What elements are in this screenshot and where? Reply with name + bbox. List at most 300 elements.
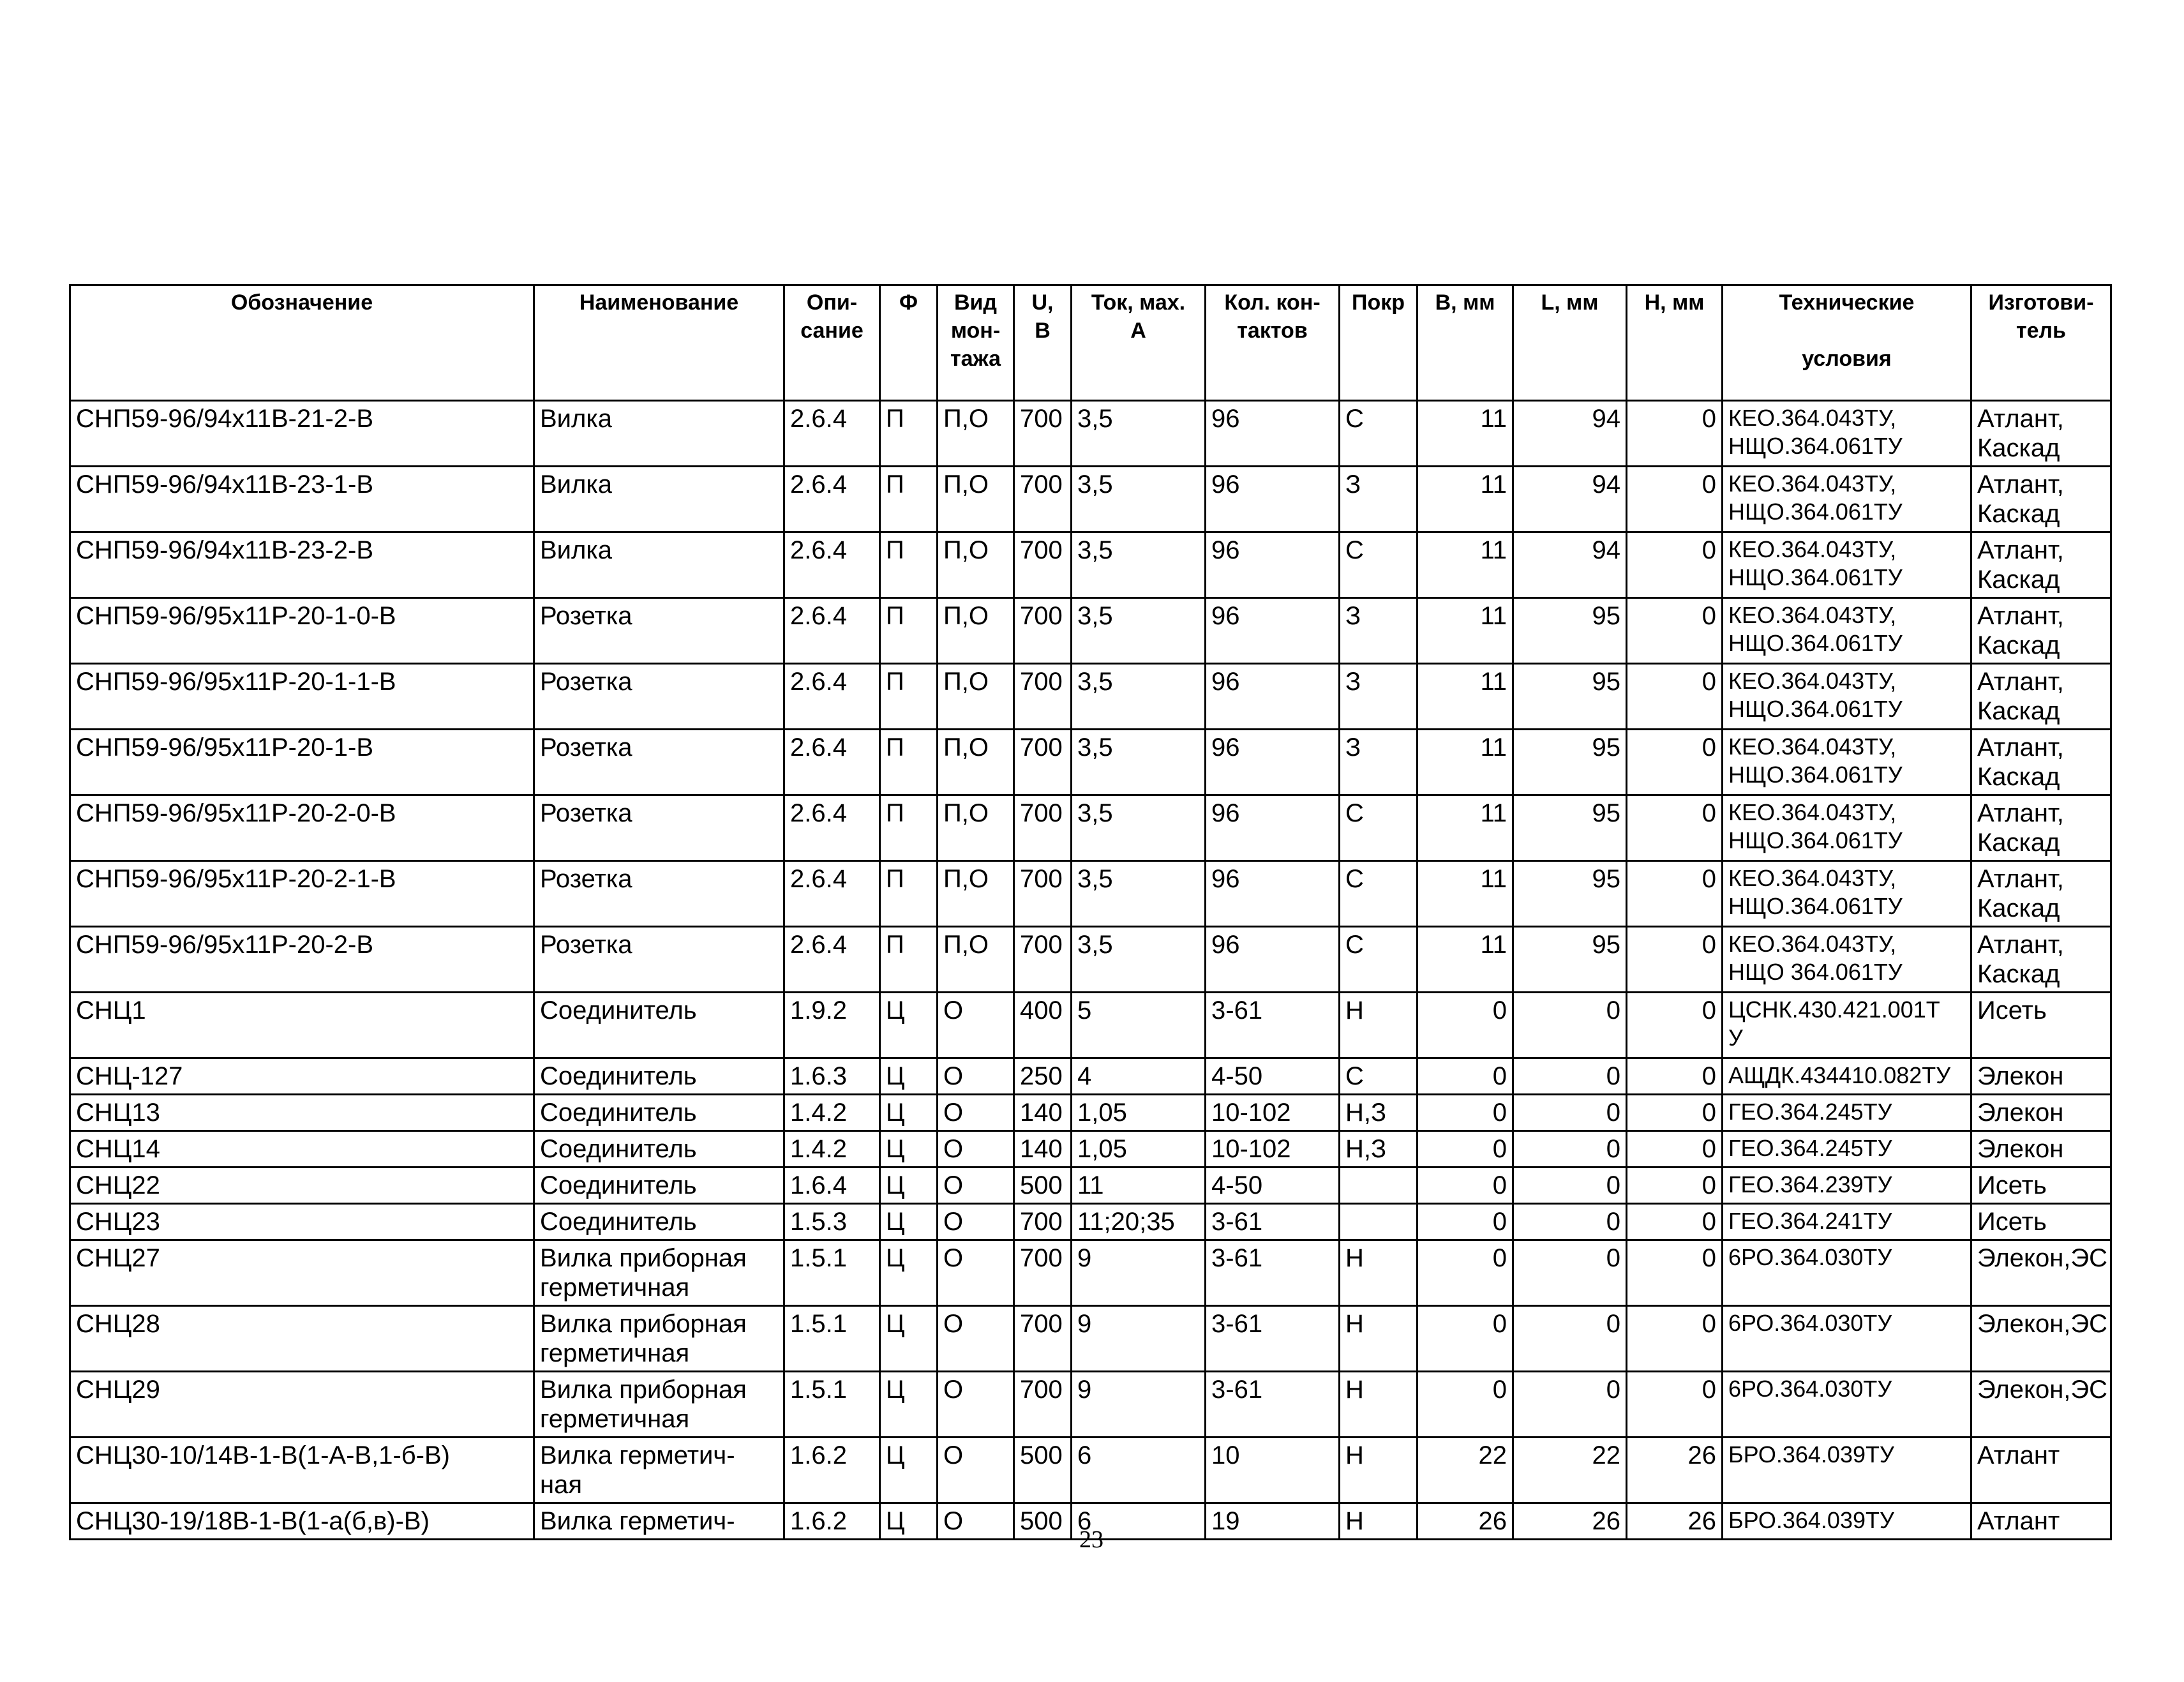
col-coating-cell: Н,З — [1340, 1131, 1417, 1168]
col-description-cell: 2.6.4 — [784, 795, 880, 861]
col-designation-cell: СНЦ14 — [70, 1131, 534, 1168]
col-designation-cell: СНЦ29 — [70, 1372, 534, 1438]
col-coating-cell: С — [1340, 532, 1417, 598]
col-l-mm-cell: 94 — [1513, 401, 1627, 467]
col-manufacturer-cell: Атлант, Каскад — [1971, 730, 2111, 795]
col-contacts-cell: 96 — [1206, 795, 1340, 861]
col-description-cell: 1.5.1 — [784, 1306, 880, 1372]
col-form-cell: Ц — [880, 1204, 938, 1240]
col-contacts-cell: 3-61 — [1206, 1372, 1340, 1438]
table-row — [70, 1438, 2111, 1503]
col-current-cell: 5 — [1072, 993, 1206, 1058]
col-contacts-cell: 3-61 — [1206, 1240, 1340, 1306]
col-contacts-cell: 19 — [1206, 1503, 1340, 1540]
col-l-mm-cell: 0 — [1513, 1240, 1627, 1306]
col-coating-cell: С — [1340, 795, 1417, 861]
col-mounting-cell: О — [938, 1131, 1014, 1168]
col-coating-cell: З — [1340, 730, 1417, 795]
col-coating-cell: С — [1340, 861, 1417, 927]
col-l-mm-cell: 95 — [1513, 861, 1627, 927]
col-voltage-cell: 700 — [1014, 1306, 1072, 1372]
col-description-cell: 2.6.4 — [784, 401, 880, 467]
col-current-cell: 3,5 — [1072, 598, 1206, 664]
col-h-mm-cell: 0 — [1627, 861, 1723, 927]
col-current-cell: 3,5 — [1072, 401, 1206, 467]
col-tech-conditions-cell: КЕО.364.043ТУ, НЩО.364.061ТУ — [1723, 664, 1971, 730]
col-h-mm-cell: 0 — [1627, 467, 1723, 532]
col-l-mm-header: L, мм — [1513, 285, 1627, 401]
col-designation-cell: СНП59-96/94х11В-21-2-В — [70, 401, 534, 467]
table-row — [70, 1131, 2111, 1168]
col-b-mm-cell: 0 — [1417, 1168, 1513, 1204]
col-manufacturer-cell: Атлант, Каскад — [1971, 467, 2111, 532]
col-form-cell: Ц — [880, 1503, 938, 1540]
col-l-mm-cell: 0 — [1513, 1372, 1627, 1438]
col-designation-cell: СНЦ30-10/14В-1-В(1-А-В,1-б-В) — [70, 1438, 534, 1503]
col-voltage-cell: 700 — [1014, 532, 1072, 598]
col-current-cell: 3,5 — [1072, 467, 1206, 532]
col-mounting-cell: О — [938, 1058, 1014, 1095]
col-tech-conditions-cell: КЕО.364.043ТУ, НЩО.364.061ТУ — [1723, 730, 1971, 795]
col-l-mm-cell: 94 — [1513, 532, 1627, 598]
col-designation-cell: СНЦ22 — [70, 1168, 534, 1204]
col-h-mm-cell: 0 — [1627, 1095, 1723, 1131]
col-mounting-cell: О — [938, 993, 1014, 1058]
col-l-mm-cell: 26 — [1513, 1503, 1627, 1540]
col-h-mm-cell: 0 — [1627, 598, 1723, 664]
col-h-mm-cell: 0 — [1627, 1204, 1723, 1240]
col-mounting-cell: О — [938, 1372, 1014, 1438]
col-contacts-cell: 96 — [1206, 467, 1340, 532]
col-current-header: Ток, мах. А — [1072, 285, 1206, 401]
col-mounting-cell: П,О — [938, 795, 1014, 861]
col-b-mm-cell: 11 — [1417, 730, 1513, 795]
col-b-mm-cell: 0 — [1417, 993, 1513, 1058]
col-name-cell: Вилка приборная герметичная — [534, 1306, 784, 1372]
col-mounting-cell: О — [938, 1095, 1014, 1131]
col-b-mm-cell: 11 — [1417, 532, 1513, 598]
col-mounting-cell: П,О — [938, 401, 1014, 467]
col-tech-conditions-cell: КЕО.364.043ТУ, НЩО.364.061ТУ — [1723, 861, 1971, 927]
col-current-cell: 1,05 — [1072, 1095, 1206, 1131]
col-l-mm-cell: 95 — [1513, 730, 1627, 795]
col-form-cell: П — [880, 401, 938, 467]
col-coating-cell: З — [1340, 467, 1417, 532]
col-tech-conditions-cell: БРО.364.039ТУ — [1723, 1438, 1971, 1503]
table-row — [70, 1058, 2111, 1095]
col-b-mm-cell: 11 — [1417, 598, 1513, 664]
col-manufacturer-cell: Элекон — [1971, 1131, 2111, 1168]
col-contacts-cell: 3-61 — [1206, 1306, 1340, 1372]
col-manufacturer-cell: Исеть — [1971, 1168, 2111, 1204]
col-voltage-header: U, В — [1014, 285, 1072, 401]
col-h-mm-cell: 0 — [1627, 993, 1723, 1058]
col-mounting-cell: О — [938, 1438, 1014, 1503]
col-coating-cell: З — [1340, 664, 1417, 730]
col-name-cell: Розетка — [534, 664, 784, 730]
table-row — [70, 1372, 2111, 1438]
col-b-mm-cell: 11 — [1417, 664, 1513, 730]
col-designation-cell: СНЦ28 — [70, 1306, 534, 1372]
col-b-mm-cell: 11 — [1417, 401, 1513, 467]
col-current-cell: 3,5 — [1072, 532, 1206, 598]
table-row — [70, 1095, 2111, 1131]
col-contacts-cell: 4-50 — [1206, 1058, 1340, 1095]
col-mounting-cell: П,О — [938, 730, 1014, 795]
col-manufacturer-cell: Атлант, Каскад — [1971, 532, 2111, 598]
col-coating-cell: Н — [1340, 1372, 1417, 1438]
table-row — [70, 1204, 2111, 1240]
col-coating-cell: Н,З — [1340, 1095, 1417, 1131]
col-mounting-cell: О — [938, 1240, 1014, 1306]
col-name-cell: Розетка — [534, 730, 784, 795]
col-name-cell: Соединитель — [534, 993, 784, 1058]
col-voltage-cell: 700 — [1014, 730, 1072, 795]
col-description-cell: 2.6.4 — [784, 861, 880, 927]
col-contacts-header: Кол. кон- тактов — [1206, 285, 1340, 401]
col-tech-conditions-cell: КЕО.364.043ТУ, НЩО.364.061ТУ — [1723, 795, 1971, 861]
col-contacts-cell: 96 — [1206, 401, 1340, 467]
col-tech-conditions-cell: КЕО.364.043ТУ, НЩО.364.061ТУ — [1723, 532, 1971, 598]
col-b-mm-cell: 11 — [1417, 861, 1513, 927]
col-mounting-cell: О — [938, 1168, 1014, 1204]
col-tech-conditions-cell: АЩДК.434410.082ТУ — [1723, 1058, 1971, 1095]
col-voltage-cell: 700 — [1014, 861, 1072, 927]
col-b-mm-cell: 11 — [1417, 467, 1513, 532]
table-row — [70, 664, 2111, 730]
col-contacts-cell: 10 — [1206, 1438, 1340, 1503]
col-coating-cell — [1340, 1168, 1417, 1204]
col-name-cell: Соединитель — [534, 1168, 784, 1204]
col-l-mm-cell: 95 — [1513, 598, 1627, 664]
col-form-cell: Ц — [880, 1058, 938, 1095]
col-current-cell: 11 — [1072, 1168, 1206, 1204]
col-l-mm-cell: 95 — [1513, 664, 1627, 730]
col-description-cell: 1.5.1 — [784, 1240, 880, 1306]
col-l-mm-cell: 0 — [1513, 1058, 1627, 1095]
col-tech-conditions-cell: КЕО.364.043ТУ, НЩО.364.061ТУ — [1723, 598, 1971, 664]
col-designation-cell: СНЦ13 — [70, 1095, 534, 1131]
page-number: 23 — [1079, 1526, 1103, 1553]
col-name-cell: Соединитель — [534, 1204, 784, 1240]
col-current-cell: 3,5 — [1072, 795, 1206, 861]
col-manufacturer-cell: Атлант, Каскад — [1971, 927, 2111, 993]
col-coating-cell: Н — [1340, 993, 1417, 1058]
col-current-cell: 3,5 — [1072, 730, 1206, 795]
table-row — [70, 467, 2111, 532]
col-name-header: Наименование — [534, 285, 784, 401]
col-name-cell: Соединитель — [534, 1095, 784, 1131]
col-description-cell: 2.6.4 — [784, 664, 880, 730]
col-coating-cell: С — [1340, 401, 1417, 467]
col-designation-cell: СНП59-96/95х11Р-20-1-В — [70, 730, 534, 795]
col-tech-conditions-header: Технические условия — [1723, 285, 1971, 401]
col-form-cell: П — [880, 927, 938, 993]
table-row — [70, 730, 2111, 795]
col-name-cell: Розетка — [534, 795, 784, 861]
col-current-cell: 9 — [1072, 1240, 1206, 1306]
col-manufacturer-cell: Атлант, Каскад — [1971, 401, 2111, 467]
col-current-cell: 3,5 — [1072, 664, 1206, 730]
col-l-mm-cell: 95 — [1513, 795, 1627, 861]
col-b-mm-cell: 0 — [1417, 1095, 1513, 1131]
table-row — [70, 401, 2111, 467]
col-description-cell: 2.6.4 — [784, 927, 880, 993]
col-designation-cell: СНП59-96/94х11В-23-2-В — [70, 532, 534, 598]
col-contacts-cell: 10-102 — [1206, 1131, 1340, 1168]
col-description-cell: 1.4.2 — [784, 1131, 880, 1168]
col-name-cell: Вилка приборная герметичная — [534, 1240, 784, 1306]
col-h-mm-header: Н, мм — [1627, 285, 1723, 401]
col-name-cell: Соединитель — [534, 1058, 784, 1095]
col-form-cell: Ц — [880, 1372, 938, 1438]
col-l-mm-cell: 0 — [1513, 993, 1627, 1058]
col-h-mm-cell: 0 — [1627, 1058, 1723, 1095]
col-b-mm-cell: 0 — [1417, 1306, 1513, 1372]
col-h-mm-cell: 0 — [1627, 730, 1723, 795]
col-coating-header: Покр — [1340, 285, 1417, 401]
col-current-cell: 4 — [1072, 1058, 1206, 1095]
col-name-cell: Вилка приборная герметичная — [534, 1372, 784, 1438]
col-manufacturer-cell: Элекон — [1971, 1095, 2111, 1131]
col-designation-cell: СНП59-96/95х11Р-20-1-0-В — [70, 598, 534, 664]
col-voltage-cell: 250 — [1014, 1058, 1072, 1095]
col-form-cell: П — [880, 532, 938, 598]
col-contacts-cell: 96 — [1206, 664, 1340, 730]
col-tech-conditions-cell: 6РО.364.030ТУ — [1723, 1372, 1971, 1438]
col-name-cell: Розетка — [534, 598, 784, 664]
col-form-cell: Ц — [880, 1240, 938, 1306]
col-form-cell: Ц — [880, 1306, 938, 1372]
col-manufacturer-cell: Элекон,ЭС — [1971, 1240, 2111, 1306]
col-contacts-cell: 96 — [1206, 598, 1340, 664]
col-description-header: Опи- сание — [784, 285, 880, 401]
col-b-mm-cell: 0 — [1417, 1131, 1513, 1168]
col-current-cell: 9 — [1072, 1372, 1206, 1438]
col-tech-conditions-cell: ГЕО.364.241ТУ — [1723, 1204, 1971, 1240]
col-tech-conditions-cell: КЕО.364.043ТУ, НЩО.364.061ТУ — [1723, 401, 1971, 467]
table-row — [70, 1240, 2111, 1306]
col-b-mm-cell: 0 — [1417, 1372, 1513, 1438]
col-b-mm-cell: 11 — [1417, 927, 1513, 993]
table-row — [70, 861, 2111, 927]
col-manufacturer-cell: Элекон,ЭС — [1971, 1372, 2111, 1438]
col-l-mm-cell: 0 — [1513, 1095, 1627, 1131]
col-name-cell: Вилка герметич- ная — [534, 1438, 784, 1503]
table-row — [70, 993, 2111, 1058]
col-coating-cell: Н — [1340, 1306, 1417, 1372]
col-voltage-cell: 700 — [1014, 1204, 1072, 1240]
col-contacts-cell: 96 — [1206, 532, 1340, 598]
col-l-mm-cell: 94 — [1513, 467, 1627, 532]
col-contacts-cell: 3-61 — [1206, 993, 1340, 1058]
col-b-mm-cell: 0 — [1417, 1058, 1513, 1095]
col-designation-cell: СНЦ27 — [70, 1240, 534, 1306]
col-h-mm-cell: 0 — [1627, 1306, 1723, 1372]
col-form-cell: П — [880, 730, 938, 795]
col-description-cell: 1.6.3 — [784, 1058, 880, 1095]
col-manufacturer-cell: Атлант — [1971, 1438, 2111, 1503]
col-h-mm-cell: 0 — [1627, 1168, 1723, 1204]
col-h-mm-cell: 26 — [1627, 1503, 1723, 1540]
col-form-cell: Ц — [880, 1131, 938, 1168]
col-l-mm-cell: 22 — [1513, 1438, 1627, 1503]
col-tech-conditions-cell: ГЕО.364.245ТУ — [1723, 1131, 1971, 1168]
col-description-cell: 1.9.2 — [784, 993, 880, 1058]
col-designation-cell: СНЦ-127 — [70, 1058, 534, 1095]
col-designation-cell: СНП59-96/95х11Р-20-1-1-В — [70, 664, 534, 730]
col-mounting-cell: П,О — [938, 598, 1014, 664]
col-l-mm-cell: 0 — [1513, 1306, 1627, 1372]
col-mounting-cell: П,О — [938, 467, 1014, 532]
col-manufacturer-header: Изготови- тель — [1971, 285, 2111, 401]
col-mounting-cell: О — [938, 1503, 1014, 1540]
col-description-cell: 2.6.4 — [784, 730, 880, 795]
col-form-cell: П — [880, 795, 938, 861]
col-h-mm-cell: 0 — [1627, 532, 1723, 598]
table-row — [70, 598, 2111, 664]
col-voltage-cell: 700 — [1014, 598, 1072, 664]
col-tech-conditions-cell: 6РО.364.030ТУ — [1723, 1306, 1971, 1372]
col-form-cell: Ц — [880, 1168, 938, 1204]
col-b-mm-cell: 11 — [1417, 795, 1513, 861]
col-description-cell: 1.5.1 — [784, 1372, 880, 1438]
col-name-cell: Соединитель — [534, 1131, 784, 1168]
col-h-mm-cell: 26 — [1627, 1438, 1723, 1503]
col-b-mm-cell: 0 — [1417, 1204, 1513, 1240]
col-contacts-cell: 3-61 — [1206, 1204, 1340, 1240]
col-current-cell: 1,05 — [1072, 1131, 1206, 1168]
col-description-cell: 1.6.4 — [784, 1168, 880, 1204]
col-l-mm-cell: 0 — [1513, 1131, 1627, 1168]
col-h-mm-cell: 0 — [1627, 664, 1723, 730]
col-name-cell: Вилка герметич- — [534, 1503, 784, 1540]
col-coating-cell — [1340, 1204, 1417, 1240]
col-form-header: Ф — [880, 285, 938, 401]
col-h-mm-cell: 0 — [1627, 401, 1723, 467]
col-description-cell: 2.6.4 — [784, 532, 880, 598]
col-current-cell: 3,5 — [1072, 861, 1206, 927]
col-description-cell: 1.4.2 — [784, 1095, 880, 1131]
col-voltage-cell: 140 — [1014, 1095, 1072, 1131]
col-description-cell: 1.6.2 — [784, 1503, 880, 1540]
col-form-cell: П — [880, 598, 938, 664]
col-designation-cell: СНП59-96/94х11В-23-1-В — [70, 467, 534, 532]
col-mounting-cell: П,О — [938, 664, 1014, 730]
col-coating-cell: Н — [1340, 1503, 1417, 1540]
col-tech-conditions-cell: 6РО.364.030ТУ — [1723, 1240, 1971, 1306]
col-voltage-cell: 500 — [1014, 1168, 1072, 1204]
col-description-cell: 1.6.2 — [784, 1438, 880, 1503]
col-description-cell: 2.6.4 — [784, 598, 880, 664]
col-manufacturer-cell: Атлант, Каскад — [1971, 598, 2111, 664]
col-manufacturer-cell: Элекон,ЭС — [1971, 1306, 2111, 1372]
col-manufacturer-cell: Исеть — [1971, 993, 2111, 1058]
col-mounting-cell: П,О — [938, 861, 1014, 927]
col-voltage-cell: 700 — [1014, 1240, 1072, 1306]
col-tech-conditions-cell: ГЕО.364.245ТУ — [1723, 1095, 1971, 1131]
connector-table — [69, 284, 2112, 1540]
col-manufacturer-cell: Атлант — [1971, 1503, 2111, 1540]
col-manufacturer-cell: Атлант, Каскад — [1971, 861, 2111, 927]
col-manufacturer-cell: Атлант, Каскад — [1971, 795, 2111, 861]
col-current-cell: 11;20;35 — [1072, 1204, 1206, 1240]
table-header-row — [70, 285, 2111, 401]
col-voltage-cell: 700 — [1014, 927, 1072, 993]
col-voltage-cell: 700 — [1014, 795, 1072, 861]
col-designation-cell: СНЦ1 — [70, 993, 534, 1058]
col-coating-cell: Н — [1340, 1240, 1417, 1306]
col-mounting-header: Вид мон- тажа — [938, 285, 1014, 401]
col-designation-cell: СНЦ30-19/18В-1-В(1-а(б,в)-В) — [70, 1503, 534, 1540]
col-voltage-cell: 500 — [1014, 1438, 1072, 1503]
col-h-mm-cell: 0 — [1627, 795, 1723, 861]
table-row — [70, 532, 2111, 598]
table-row — [70, 1306, 2111, 1372]
col-contacts-cell: 96 — [1206, 730, 1340, 795]
col-coating-cell: З — [1340, 598, 1417, 664]
col-form-cell: Ц — [880, 1095, 938, 1131]
col-mounting-cell: О — [938, 1204, 1014, 1240]
table-row — [70, 1168, 2111, 1204]
col-designation-cell: СНП59-96/95х11Р-20-2-1-В — [70, 861, 534, 927]
col-designation-cell: СНП59-96/95х11Р-20-2-0-В — [70, 795, 534, 861]
col-voltage-cell: 700 — [1014, 467, 1072, 532]
col-voltage-cell: 700 — [1014, 401, 1072, 467]
col-b-mm-cell: 26 — [1417, 1503, 1513, 1540]
col-l-mm-cell: 0 — [1513, 1168, 1627, 1204]
col-tech-conditions-cell: КЕО.364.043ТУ, НЩО 364.061ТУ — [1723, 927, 1971, 993]
col-tech-conditions-cell: КЕО.364.043ТУ, НЩО.364.061ТУ — [1723, 467, 1971, 532]
col-contacts-cell: 4-50 — [1206, 1168, 1340, 1204]
col-name-cell: Розетка — [534, 861, 784, 927]
col-designation-header: Обозначение — [70, 285, 534, 401]
col-current-cell: 9 — [1072, 1306, 1206, 1372]
col-voltage-cell: 400 — [1014, 993, 1072, 1058]
col-contacts-cell: 96 — [1206, 861, 1340, 927]
col-form-cell: П — [880, 861, 938, 927]
col-voltage-cell: 700 — [1014, 1372, 1072, 1438]
col-tech-conditions-cell: БРО.364.039ТУ — [1723, 1503, 1971, 1540]
col-manufacturer-cell: Атлант, Каскад — [1971, 664, 2111, 730]
col-h-mm-cell: 0 — [1627, 927, 1723, 993]
col-coating-cell: С — [1340, 927, 1417, 993]
col-b-mm-header: В, мм — [1417, 285, 1513, 401]
table-row — [70, 927, 2111, 993]
col-form-cell: П — [880, 664, 938, 730]
col-coating-cell: С — [1340, 1058, 1417, 1095]
col-voltage-cell: 500 — [1014, 1503, 1072, 1540]
col-designation-cell: СНП59-96/95х11Р-20-2-В — [70, 927, 534, 993]
col-l-mm-cell: 0 — [1513, 1204, 1627, 1240]
col-voltage-cell: 700 — [1014, 664, 1072, 730]
col-h-mm-cell: 0 — [1627, 1372, 1723, 1438]
col-name-cell: Розетка — [534, 927, 784, 993]
col-l-mm-cell: 95 — [1513, 927, 1627, 993]
col-coating-cell: Н — [1340, 1438, 1417, 1503]
col-description-cell: 2.6.4 — [784, 467, 880, 532]
col-form-cell: П — [880, 467, 938, 532]
col-name-cell: Вилка — [534, 467, 784, 532]
col-h-mm-cell: 0 — [1627, 1131, 1723, 1168]
col-manufacturer-cell: Элекон — [1971, 1058, 2111, 1095]
col-mounting-cell: П,О — [938, 927, 1014, 993]
col-contacts-cell: 10-102 — [1206, 1095, 1340, 1131]
col-form-cell: Ц — [880, 993, 938, 1058]
col-description-cell: 1.5.3 — [784, 1204, 880, 1240]
col-contacts-cell: 96 — [1206, 927, 1340, 993]
col-current-cell: 3,5 — [1072, 927, 1206, 993]
